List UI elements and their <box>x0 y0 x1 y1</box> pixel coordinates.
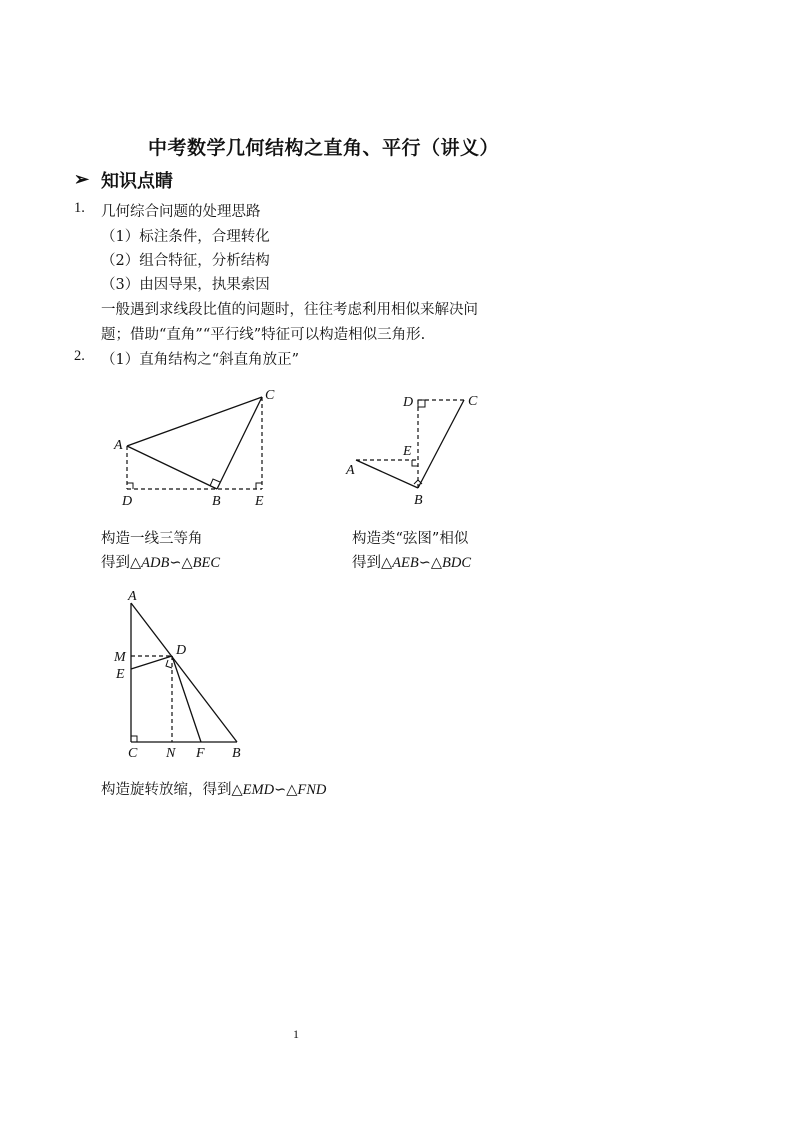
figure3-caption <box>101 778 326 799</box>
figure1-triangle-2: BEC <box>192 555 221 571</box>
item1-heading: 几何综合问题的处理思路 <box>101 204 261 220</box>
triangle-symbol: △ <box>181 555 193 571</box>
figure3-right-angle-d <box>166 660 172 668</box>
item1-step-3: （3）由因导果，执果索因 <box>101 277 270 293</box>
triangle-symbol: △ <box>430 555 443 571</box>
figure3-right-angle-c <box>131 736 137 742</box>
figure3-label-a: A <box>128 589 137 604</box>
figure3-label-n: N <box>166 746 176 761</box>
figure2-label-b: B <box>414 493 423 508</box>
section-arrow-icon: ➢ <box>74 169 90 190</box>
figure2-label-d: D <box>403 395 414 410</box>
figure3-label-d: D <box>176 643 187 658</box>
figure2-segment-bc <box>418 400 464 488</box>
figure2-right-angle-d <box>418 400 425 407</box>
item1-paragraph-line1: 一般遇到求线段比值的问题时，往往考虑利用相似来解决问 <box>101 302 478 318</box>
figure1-diagram <box>100 380 290 515</box>
figure2-conclusion <box>352 551 471 572</box>
page-number: 1 <box>293 1027 299 1041</box>
figure1-caption: 构造一线三等角 <box>101 531 203 547</box>
figure2-triangle-2: BDC <box>442 555 472 571</box>
figure3-segment-ab <box>131 603 237 742</box>
figure1-conclusion-prefix: 得到△ <box>101 555 142 571</box>
figure3-label-b: B <box>232 746 241 761</box>
similar-symbol: ∽ <box>418 555 431 571</box>
figure1-label-b: B <box>212 494 221 509</box>
figure1-conclusion <box>101 551 220 572</box>
item2-heading: （1）直角结构之“斜直角放正” <box>101 352 300 368</box>
figure2-label-a: A <box>346 463 355 478</box>
figure3-segment-ed <box>131 656 172 669</box>
figure1-label-d: D <box>122 494 133 509</box>
triangle-symbol: △ <box>286 782 298 798</box>
figure1-segment-ab <box>127 446 217 489</box>
item2-number: 2. <box>74 348 85 364</box>
figure3-triangle-1: EMD <box>242 782 275 798</box>
figure2-triangle-1: AEB <box>392 555 419 571</box>
similar-symbol: ∽ <box>169 555 182 571</box>
figure3-triangle-2: FND <box>297 782 327 798</box>
item1-step-1: （1）标注条件，合理转化 <box>101 229 270 245</box>
figure3-diagram <box>105 580 255 765</box>
figure2-label-c: C <box>468 394 478 409</box>
figure3-segment-df <box>172 656 201 742</box>
section-title: 知识点睛 <box>101 171 173 192</box>
figure2-segment-ab <box>356 460 418 488</box>
item1-paragraph-line2: 题；借助“直角”“平行线”特征可以构造相似三角形. <box>101 327 426 343</box>
figure2-caption: 构造类“弦图”相似 <box>352 531 469 547</box>
figure1-label-e: E <box>255 494 264 509</box>
figure3-caption-prefix: 构造旋转放缩，得到△ <box>101 782 243 798</box>
figure1-label-c: C <box>265 388 275 403</box>
figure3-label-f: F <box>196 746 205 761</box>
figure2-conclusion-prefix: 得到△ <box>352 555 393 571</box>
figure2-diagram <box>340 385 490 510</box>
similar-symbol: ∽ <box>274 782 287 798</box>
page-title: 中考数学几何结构之直角、平行（讲义） <box>148 137 500 159</box>
figure3-label-m: M <box>114 650 126 665</box>
figure2-right-angle-e <box>412 460 418 466</box>
item1-number: 1. <box>74 200 85 216</box>
figure1-triangle-1: ADB <box>141 555 170 571</box>
figure2-label-e: E <box>403 444 412 459</box>
figure3-label-c: C <box>128 746 138 761</box>
figure1-label-a: A <box>114 438 123 453</box>
item1-step-2: （2）组合特征，分析结构 <box>101 253 270 269</box>
figure3-label-e: E <box>116 667 125 682</box>
figure1-right-angle-d <box>127 483 133 489</box>
figure1-right-angle-e <box>256 483 262 489</box>
